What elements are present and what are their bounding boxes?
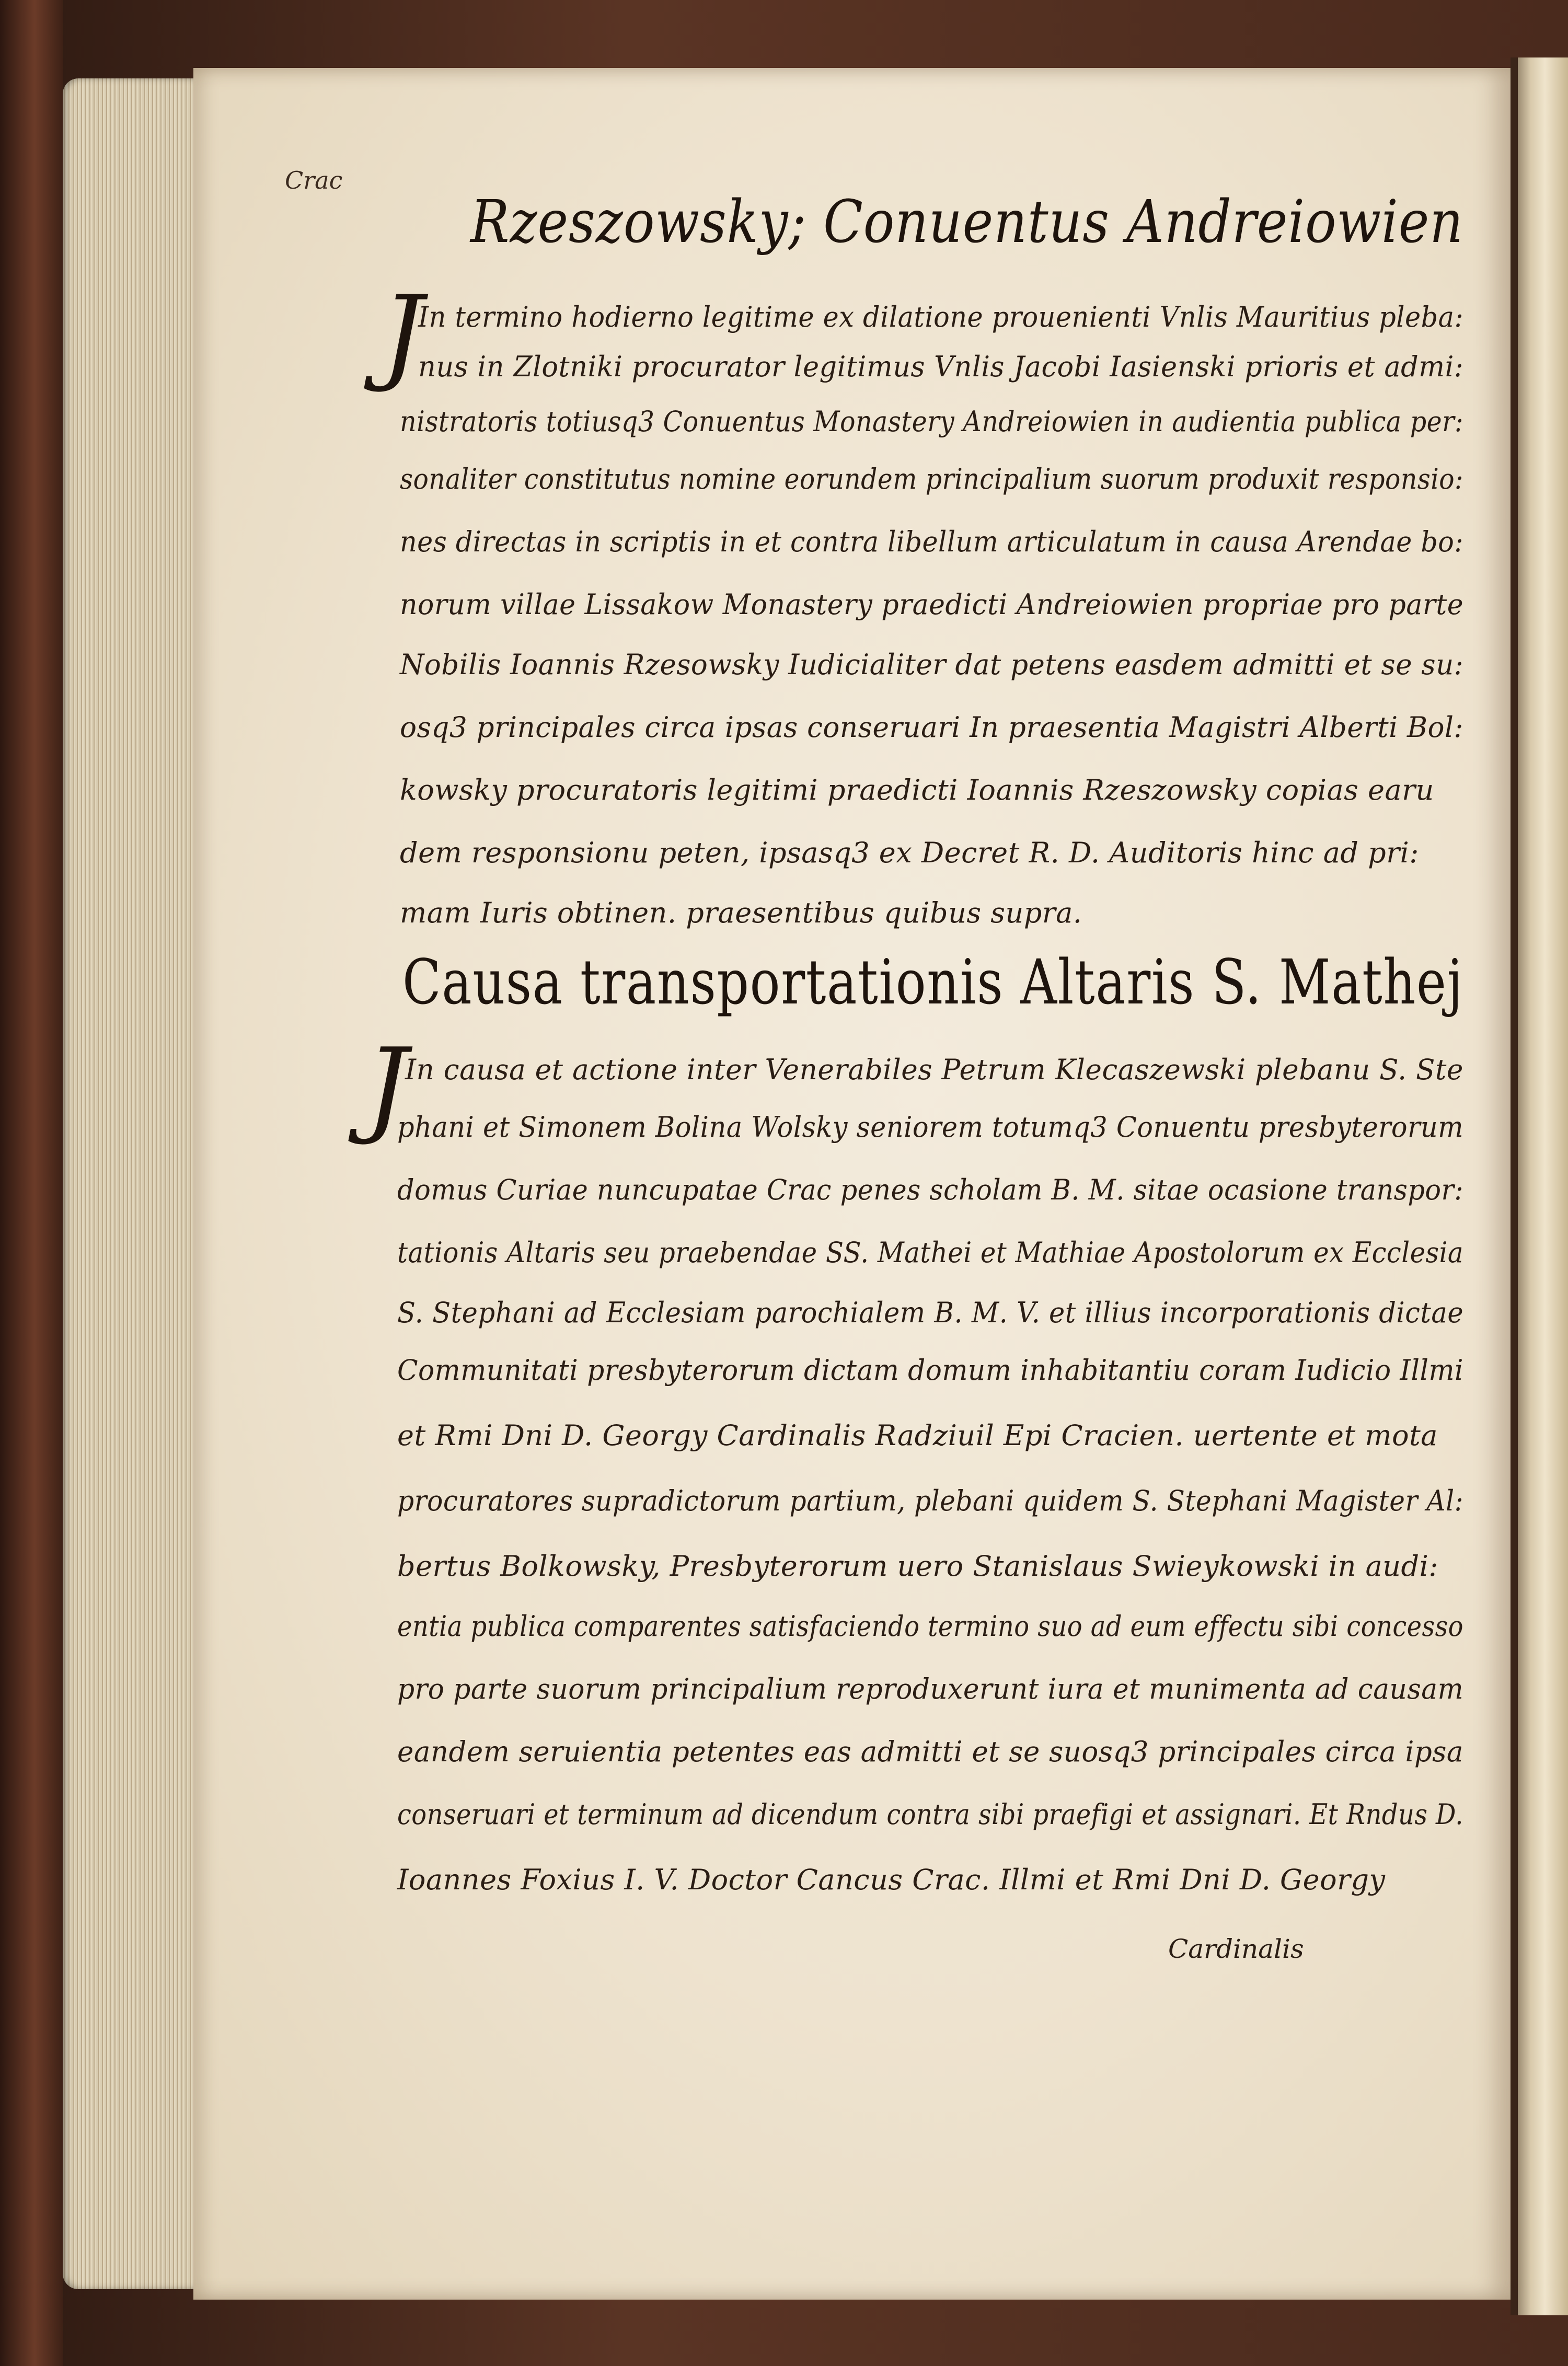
entry-1-line-7: Nobilis Ioannis Rzesowsky Iudicialiter dat petens easdem admitti et se su: xyxy=(400,648,1464,681)
entry-2-line-3: domus Curiae nuncupatae Crac penes scholam B. M. sitae ocasione transpor: xyxy=(397,1173,1463,1206)
entry-2-line-6: Communitati presbyterorum dictam domum inhabitantiu coram Iudicio Illmi xyxy=(397,1354,1464,1387)
entry-2-line-8: procuratores supradictorum partium, plebani quidem S. Stephani Magister Al: xyxy=(397,1484,1464,1517)
entry-1-line-2: nus in Zlotniki procurator legitimus Vnlis Jacobi Iasienski prioris et admi: xyxy=(418,350,1464,383)
entry-1-line-11: mam Iuris obtinen. praesentibus quibus supra. xyxy=(400,896,1082,929)
entry-2-line-2: phani et Simonem Bolina Wolsky seniorem totumq3 Conuentu presbyterorum xyxy=(397,1111,1464,1144)
entry-2-line-5: S. Stephani ad Ecclesiam parochialem B. M. V. et illius incorporationis dictae xyxy=(397,1296,1464,1329)
entry-2-line-4: tationis Altaris seu praebendae SS. Mathei et Mathiae Apostolorum ex Ecclesia xyxy=(397,1236,1464,1269)
entry-2-initial: J xyxy=(366,1026,408,1148)
entry-1-line-10: dem responsionu peten, ipsasq3 ex Decret R. D. Auditoris hinc ad pri: xyxy=(400,836,1419,869)
entry-1-line-3: nistratoris totiusq3 Conuentus Monastery Andreiowien in audientia publica per: xyxy=(400,405,1464,438)
entry-2-line-7: et Rmi Dni D. Georgy Cardinalis Radziuil Epi Cracien. uertente et mota xyxy=(397,1419,1438,1452)
entry-1-line-5: nes directas in scriptis in et contra libellum articulatum in causa Arendae bo: xyxy=(400,525,1463,558)
entry-2-title: Causa transportationis Altaris S. Mathej xyxy=(402,946,1463,1018)
entry-1-line-4: sonaliter constitutus nomine eorundem principalium suorum produxit responsio: xyxy=(400,463,1463,495)
catchword: Cardinalis xyxy=(1168,1934,1304,1964)
entry-1-line-8: osq3 principales circa ipsas conseruari In praesentia Magistri Alberti Bol: xyxy=(400,711,1463,744)
entry-2-line-11: pro parte suorum principalium reproduxerunt iura et munimenta ad causam xyxy=(397,1672,1464,1705)
margin-note: Crac xyxy=(285,166,343,194)
entry-1-line-1: In termino hodierno legitime ex dilatione prouenienti Vnlis Mauritius pleba: xyxy=(418,301,1464,333)
entry-2-line-12: eandem seruientia petentes eas admitti et se suosq3 principales circa ipsa xyxy=(397,1735,1463,1768)
entry-2-line-1: In causa et actione inter Venerabiles Petrum Klecaszewski plebanu S. Ste xyxy=(405,1053,1463,1086)
entry-2-line-14: Ioannes Foxius I. V. Doctor Cancus Crac. Illmi et Rmi Dni D. Georgy xyxy=(397,1863,1386,1896)
entry-2-line-13: conseruari et terminum ad dicendum contra sibi praefigi et assignari. Et Rndus D. xyxy=(397,1798,1463,1831)
entry-1-line-6: norum villae Lissakow Monastery praedicti Andreiowien propriae pro parte xyxy=(400,588,1464,621)
entry-1-title: Rzeszowsky; Conuentus Andreiowien xyxy=(470,188,1463,256)
entry-1-line-9: kowsky procuratoris legitimi praedicti Ioannis Rzeszowsky copias earu xyxy=(400,774,1434,806)
entry-2-line-9: bertus Bolkowsky, Presbyterorum uero Stanislaus Swieykowski in audi: xyxy=(397,1550,1439,1583)
entry-1-initial: J xyxy=(382,273,424,395)
entry-2-line-10: entia publica comparentes satisfaciendo termino suo ad eum effectu sibi concesso xyxy=(397,1610,1463,1643)
